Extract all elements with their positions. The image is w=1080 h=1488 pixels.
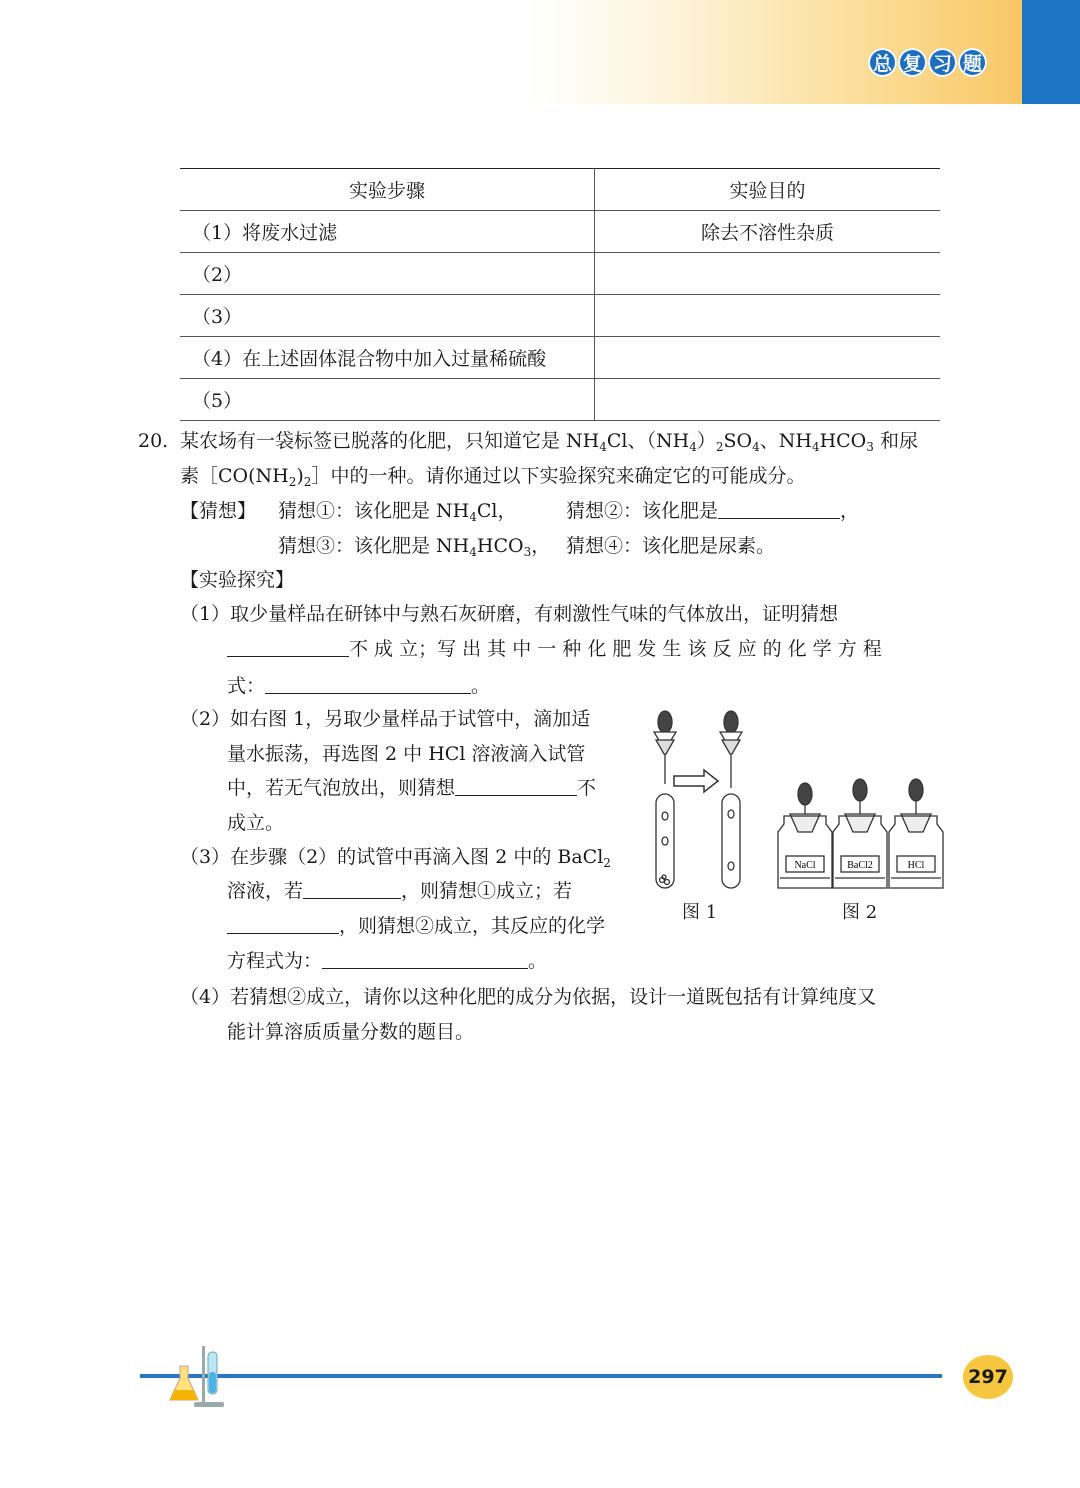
answer-blank[interactable] bbox=[227, 634, 349, 657]
question-number: 20. bbox=[138, 430, 169, 452]
step-3-line-3: ，则猜想②成立，其反应的化学 bbox=[227, 909, 605, 944]
guess-4: 猜想④：该化肥是尿素。 bbox=[566, 535, 776, 557]
step-4-line-2: 能计算溶质质量分数的题目。 bbox=[227, 1021, 475, 1043]
bottle-label: BaCl2 bbox=[847, 860, 873, 871]
step-3-line-1: （3）在步骤（2）的试管中再滴入图 2 中的 BaCl$_2$ bbox=[180, 846, 611, 870]
footer-rule bbox=[140, 1374, 942, 1378]
answer-blank[interactable] bbox=[303, 876, 401, 899]
bottle-label: HCl bbox=[907, 860, 925, 871]
step-2-line-3: 中，若无气泡放出，则猜想 不 bbox=[227, 771, 596, 806]
lab-flask-icon bbox=[166, 1342, 228, 1410]
table-row bbox=[180, 337, 940, 379]
table-cell: （2） bbox=[180, 253, 595, 295]
step-1-line-3: 式： 。 bbox=[227, 669, 490, 704]
title-char: 复 bbox=[898, 48, 927, 77]
bottle-hcl bbox=[889, 779, 943, 888]
table-cell bbox=[595, 295, 941, 337]
step-3-line-2: 溶液，若 ，则猜想①成立；若 bbox=[227, 874, 572, 909]
title-char: 题 bbox=[958, 48, 987, 77]
table-header-purpose: 实验目的 bbox=[595, 169, 941, 211]
experiment-table bbox=[180, 168, 940, 421]
guess-label: 【猜想】 bbox=[180, 500, 257, 522]
table-cell bbox=[595, 379, 941, 421]
step-3-line-4: 方程式为： 。 bbox=[227, 944, 547, 979]
table-row bbox=[180, 253, 940, 295]
table-header-steps: 实验步骤 bbox=[180, 169, 595, 211]
guess-3: 猜想③：该化肥是 $NH_4HCO_3$， bbox=[278, 535, 551, 559]
title-char: 总 bbox=[868, 48, 897, 77]
table-cell: （3） bbox=[180, 295, 595, 337]
explore-label: 【实验探究】 bbox=[180, 569, 295, 591]
bottle-label: NaCl bbox=[794, 860, 816, 871]
figure-2-caption: 图 2 bbox=[842, 902, 878, 923]
table-row bbox=[180, 211, 940, 253]
title-char: 习 bbox=[928, 48, 957, 77]
lab-figure bbox=[650, 706, 945, 896]
header-blue-tab bbox=[1022, 0, 1080, 104]
table-cell: （5） bbox=[180, 379, 595, 421]
answer-blank[interactable] bbox=[227, 911, 339, 934]
table-cell bbox=[595, 253, 941, 295]
table-row bbox=[180, 379, 940, 421]
table-cell: 除去不溶性杂质 bbox=[595, 211, 941, 253]
step-2-line-4: 成立。 bbox=[227, 812, 285, 834]
figure-1-caption: 图 1 bbox=[682, 902, 718, 923]
answer-blank[interactable] bbox=[265, 671, 471, 694]
page-number-badge: 297 bbox=[963, 1355, 1013, 1399]
dropper-tube-right bbox=[720, 711, 742, 888]
answer-blank[interactable] bbox=[322, 946, 528, 969]
answer-blank[interactable] bbox=[455, 773, 577, 796]
step-4-line-1: （4）若猜想②成立，请你以这种化肥的成分为依据，设计一道既包括有计算纯度又 bbox=[180, 986, 877, 1008]
section-title bbox=[868, 48, 987, 77]
answer-blank[interactable] bbox=[718, 496, 840, 519]
table-cell: （1）将废水过滤 bbox=[180, 211, 595, 253]
table-cell bbox=[595, 337, 941, 379]
arrow-icon bbox=[674, 770, 718, 792]
guess-2: 猜想②：该化肥是 ， bbox=[566, 494, 859, 529]
dropper-tube-left bbox=[654, 711, 676, 888]
table-cell: （4）在上述固体混合物中加入过量稀硫酸 bbox=[180, 337, 595, 379]
bottle-bacl2 bbox=[833, 779, 887, 888]
question-line-1: 某农场有一袋标签已脱落的化肥，只知道它是 $NH_4Cl$、$(NH_4)_2SO_4$、$NH_4HCO_3$ 和尿 bbox=[180, 430, 918, 454]
step-1-line-2: 不 成 立；写 出 其 中 一 种 化 肥 发 生 该 反 应 的 化 学 方 程 bbox=[227, 632, 882, 667]
question-line-2: 素$[CO(NH_2)_2]$中的一种。请你通过以下实验探究来确定它的可能成分。 bbox=[180, 465, 806, 489]
guess-1: 猜想①：该化肥是 $NH_4Cl$， bbox=[278, 500, 517, 524]
step-2-line-1: （2）如右图 1，另取少量样品于试管中，滴加适 bbox=[180, 708, 591, 730]
bottle-nacl bbox=[778, 783, 832, 888]
step-1-line-1: （1）取少量样品在研钵中与熟石灰研磨，有刺激性气味的气体放出，证明猜想 bbox=[180, 603, 839, 625]
table-row bbox=[180, 295, 940, 337]
step-2-line-2: 量水振荡，再选图 2 中 HCl 溶液滴入试管 bbox=[227, 743, 586, 765]
